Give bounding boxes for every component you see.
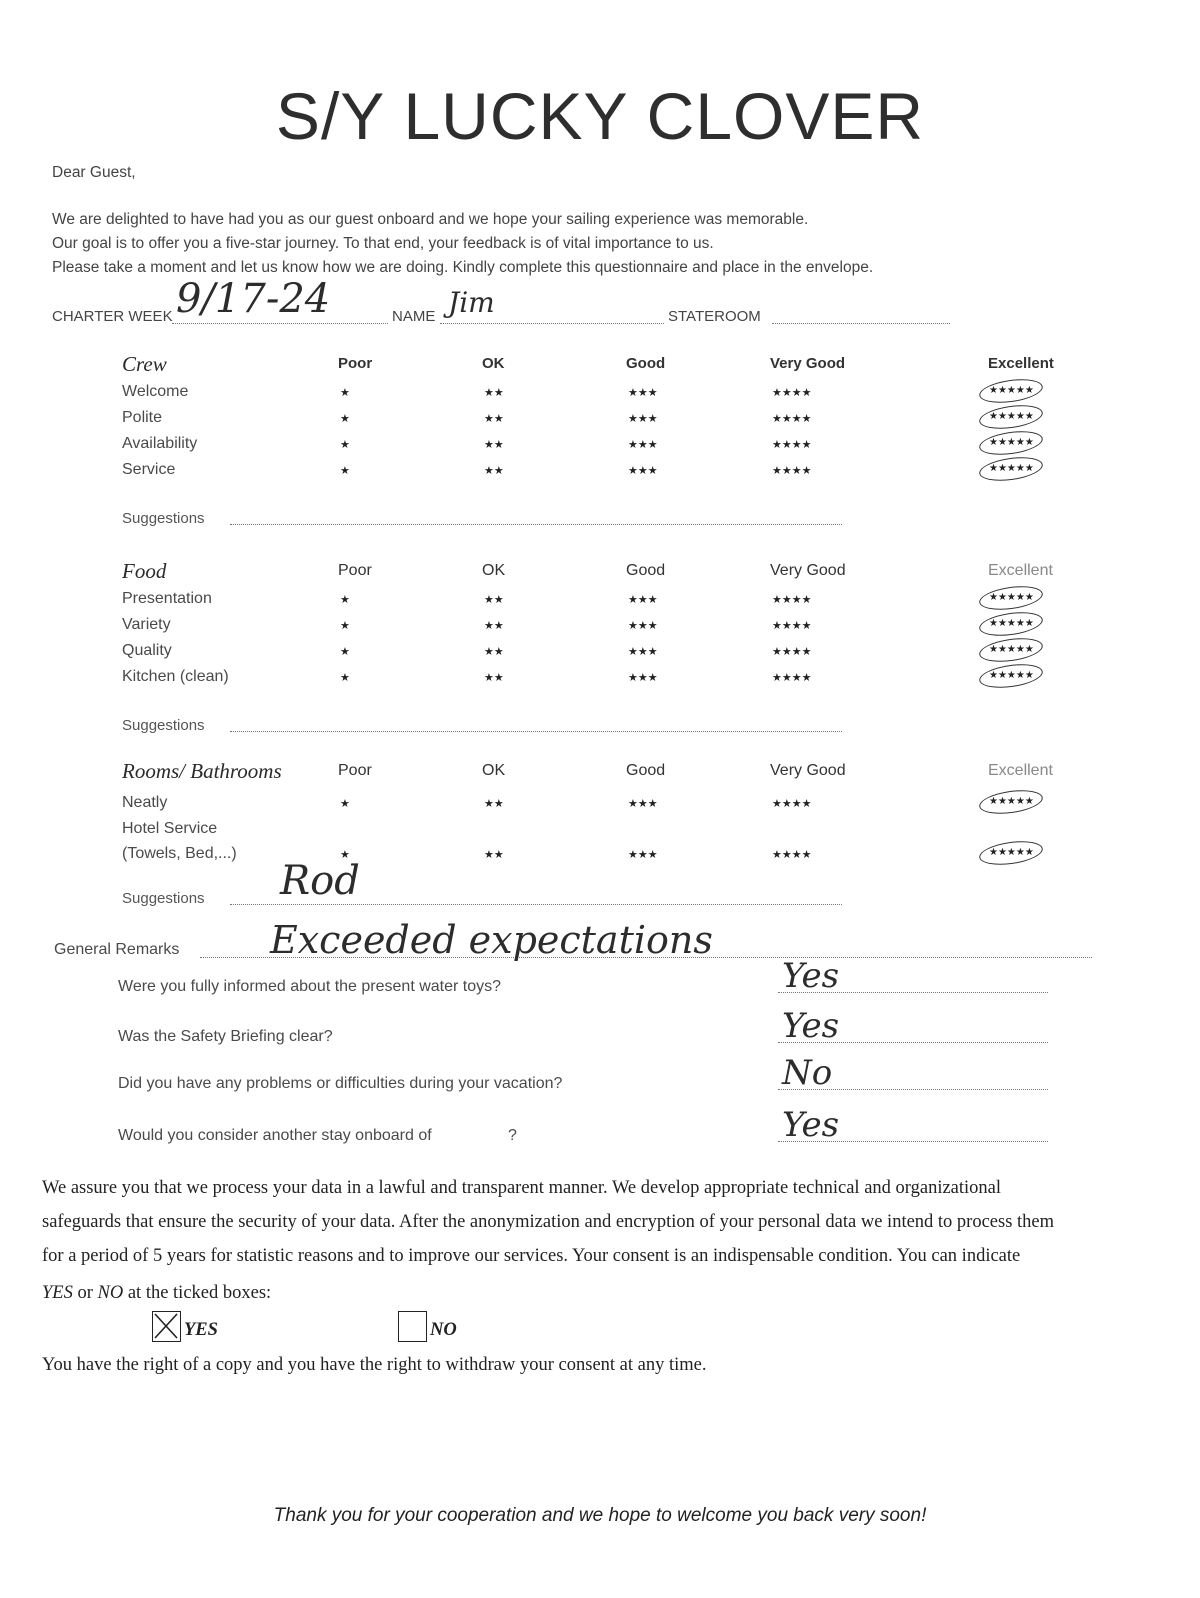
selection-circle-icon	[978, 635, 1044, 666]
section-1-col-poor: Poor	[338, 562, 372, 579]
selection-circle-icon	[978, 609, 1044, 640]
section-0-row-0-star-1[interactable]: ★	[340, 387, 350, 399]
section-1-item-3: Kitchen (clean)	[122, 668, 229, 685]
section-1-row-1-star-5: ★★★★★	[989, 618, 1034, 629]
section-0-row-2-star-5: ★★★★★	[989, 437, 1034, 448]
section-1-row-3-star-1[interactable]: ★	[340, 672, 350, 684]
checkmark-x-icon	[153, 1312, 179, 1340]
answer-field-1[interactable]: Yes	[782, 956, 840, 996]
section-2-item-2: (Towels, Bed,...)	[122, 845, 237, 862]
selection-circle-icon	[978, 838, 1044, 869]
section-1-row-1-star-4[interactable]: ★★★★	[772, 620, 812, 632]
section-0-row-3-star-1[interactable]: ★	[340, 465, 350, 477]
section-0-row-2-star-2[interactable]: ★★	[484, 439, 504, 451]
section-1-item-2: Quality	[122, 642, 172, 659]
section-0-row-0-star-4[interactable]: ★★★★	[772, 387, 812, 399]
section-1-row-2-star-2[interactable]: ★★	[484, 646, 504, 658]
section-0-row-1-star-5: ★★★★★	[989, 411, 1034, 422]
section-2-row-0-star-5: ★★★★★	[989, 796, 1034, 807]
section-2-heading: Rooms/ Bathrooms	[122, 759, 282, 783]
privacy-line-2: safeguards that ensure the security of your data. After the anonymization and encryption of your personal data we intend to process them	[42, 1212, 1055, 1232]
selection-circle-icon	[978, 376, 1044, 407]
section-1-row-3-star-4[interactable]: ★★★★	[772, 672, 812, 684]
section-0-row-2-star-3[interactable]: ★★★	[628, 439, 658, 451]
section-2-col-ok: OK	[482, 762, 506, 779]
section-0-row-1-star-2[interactable]: ★★	[484, 413, 504, 425]
section-2-suggestions-line	[230, 904, 842, 905]
section-1-row-1-star-1[interactable]: ★	[340, 620, 350, 632]
consent-yes-checkbox[interactable]	[152, 1311, 181, 1342]
section-1-row-0-star-1[interactable]: ★	[340, 594, 350, 606]
section-0-row-1-star-3[interactable]: ★★★	[628, 413, 658, 425]
section-1-item-1: Variety	[122, 616, 171, 633]
section-0-col-poor: Poor	[338, 355, 373, 372]
intro-line-2: Our goal is to offer you a five-star journey. To that end, your feedback is of vital importance to us.	[52, 235, 714, 252]
answer-field-3[interactable]: No	[782, 1053, 833, 1093]
section-1-row-3-rating-5[interactable]	[975, 664, 1047, 690]
section-0-col-very-good: Very Good	[770, 355, 846, 372]
section-0-row-0-star-2[interactable]: ★★	[484, 387, 504, 399]
section-2-row-0-star-2[interactable]: ★★	[484, 798, 504, 810]
privacy-rights: You have the right of a copy and you have the right to withdraw your consent at any time.	[42, 1355, 707, 1375]
section-1-suggestions-line	[230, 731, 842, 732]
section-0-item-1: Polite	[122, 409, 163, 426]
section-2-suggestions-field[interactable]: Rod	[280, 858, 360, 904]
section-2-row-2-star-3[interactable]: ★★★	[628, 849, 658, 861]
general-remarks-label: General Remarks	[54, 941, 180, 958]
footer-thanks: Thank you for your cooperation and we hope to welcome you back very soon!	[273, 1505, 927, 1526]
section-0-suggestions-line	[230, 524, 842, 525]
section-0-row-1-star-1[interactable]: ★	[340, 413, 350, 425]
section-2-col-poor: Poor	[338, 762, 372, 779]
section-2-row-2-rating-5[interactable]	[975, 841, 1047, 867]
section-0-row-3-rating-5[interactable]	[975, 457, 1047, 483]
consent-yes-label: YES	[184, 1320, 218, 1340]
section-0-row-0-star-3[interactable]: ★★★	[628, 387, 658, 399]
greeting: Dear Guest,	[52, 164, 136, 181]
section-1-row-3-star-5: ★★★★★	[989, 670, 1034, 681]
section-2-row-0-star-1[interactable]: ★	[340, 798, 350, 810]
section-1-row-2-star-5: ★★★★★	[989, 644, 1034, 655]
section-2-col-very-good: Very Good	[770, 762, 846, 779]
section-0-item-3: Service	[122, 461, 176, 478]
section-2-item-1: Hotel Service	[122, 820, 218, 837]
section-0-row-2-star-1[interactable]: ★	[340, 439, 350, 451]
charter-week-field[interactable]: 9/17-24	[176, 276, 331, 322]
selection-circle-icon	[978, 583, 1044, 614]
selection-circle-icon	[978, 402, 1044, 433]
section-1-row-2-rating-5[interactable]	[975, 638, 1047, 664]
question-3: Did you have any problems or difficulties during your vacation?	[118, 1075, 563, 1092]
section-0-col-excellent: Excellent	[988, 355, 1054, 372]
section-1-row-0-star-2[interactable]: ★★	[484, 594, 504, 606]
section-1-heading: Food	[122, 559, 167, 583]
section-2-row-0-star-3[interactable]: ★★★	[628, 798, 658, 810]
section-2-col-good: Good	[626, 762, 666, 779]
privacy-line-4: YES or NO at the ticked boxes:	[42, 1283, 272, 1303]
section-0-row-0-rating-5[interactable]	[975, 379, 1047, 405]
section-1-row-3-star-2[interactable]: ★★	[484, 672, 504, 684]
section-1-suggestions-label: Suggestions	[122, 717, 205, 734]
section-0-row-3-star-5: ★★★★★	[989, 463, 1034, 474]
question-4: Would you consider another stay onboard of	[118, 1127, 432, 1144]
section-2-col-excellent: Excellent	[988, 762, 1053, 779]
general-remarks-field[interactable]: Exceeded expectations	[270, 918, 713, 962]
name-field[interactable]: Jim	[448, 286, 495, 319]
answer-field-2[interactable]: Yes	[782, 1006, 840, 1046]
section-1-row-1-star-2[interactable]: ★★	[484, 620, 504, 632]
section-0-col-ok: OK	[482, 355, 505, 372]
privacy-line-1: We assure you that we process your data in a lawful and transparent manner. We develop appropriate technical and organizational	[42, 1178, 1002, 1198]
section-1-col-good: Good	[626, 562, 666, 579]
section-0-row-2-rating-5[interactable]	[975, 431, 1047, 457]
section-1-col-very-good: Very Good	[770, 562, 846, 579]
section-2-row-2-star-5: ★★★★★	[989, 847, 1034, 858]
section-1-row-2-star-4[interactable]: ★★★★	[772, 646, 812, 658]
section-2-suggestions-label: Suggestions	[122, 890, 205, 907]
form-title: S/Y LUCKY CLOVER	[275, 79, 925, 153]
section-2-row-2-star-2[interactable]: ★★	[484, 849, 504, 861]
section-0-heading: Crew	[122, 352, 167, 376]
section-0-row-0-star-5: ★★★★★	[989, 385, 1034, 396]
section-2-row-2-star-4[interactable]: ★★★★	[772, 849, 812, 861]
question-4-end: ?	[508, 1127, 517, 1144]
selection-circle-icon	[978, 428, 1044, 459]
section-1-row-0-star-5: ★★★★★	[989, 592, 1034, 603]
section-1-col-ok: OK	[482, 562, 506, 579]
section-0-item-2: Availability	[122, 435, 198, 452]
section-2-item-0: Neatly	[122, 794, 168, 811]
section-2-row-0-star-4[interactable]: ★★★★	[772, 798, 812, 810]
selection-circle-icon	[978, 787, 1044, 818]
section-1-row-0-star-4[interactable]: ★★★★	[772, 594, 812, 606]
section-0-row-3-star-4[interactable]: ★★★★	[772, 465, 812, 477]
consent-no-checkbox[interactable]	[398, 1311, 427, 1342]
section-2-row-2-star-1[interactable]: ★	[340, 849, 350, 861]
section-1-row-0-star-3[interactable]: ★★★	[628, 594, 658, 606]
intro-line-1: We are delighted to have had you as our guest onboard and we hope your sailing experience was memorable.	[52, 211, 809, 228]
privacy-line-3: for a period of 5 years for statistic reasons and to improve our services. Your consent is an indispensable condition. You can indicate	[42, 1246, 1021, 1266]
section-0-row-3-star-3[interactable]: ★★★	[628, 465, 658, 477]
section-0-suggestions-label: Suggestions	[122, 510, 205, 527]
selection-circle-icon	[978, 454, 1044, 485]
charter-week-label: CHARTER WEEK	[52, 308, 173, 325]
section-2-row-0-rating-5[interactable]	[975, 790, 1047, 816]
section-0-row-1-star-4[interactable]: ★★★★	[772, 413, 812, 425]
section-1-row-0-rating-5[interactable]	[975, 586, 1047, 612]
section-1-row-2-star-3[interactable]: ★★★	[628, 646, 658, 658]
question-2: Was the Safety Briefing clear?	[118, 1028, 333, 1045]
section-0-item-0: Welcome	[122, 383, 189, 400]
name-label: NAME	[392, 308, 436, 325]
section-1-row-3-star-3[interactable]: ★★★	[628, 672, 658, 684]
selection-circle-icon	[978, 661, 1044, 692]
section-0-row-2-star-4[interactable]: ★★★★	[772, 439, 812, 451]
answer-field-4[interactable]: Yes	[782, 1105, 840, 1145]
section-1-col-excellent: Excellent	[988, 562, 1053, 579]
stateroom-label: STATEROOM	[668, 308, 761, 325]
section-1-row-1-rating-5[interactable]	[975, 612, 1047, 638]
section-0-row-3-star-2[interactable]: ★★	[484, 465, 504, 477]
section-0-col-good: Good	[626, 355, 666, 372]
intro-line-3: Please take a moment and let us know how we are doing. Kindly complete this questionnaire and place in the envelope.	[52, 259, 874, 276]
section-1-row-2-star-1[interactable]: ★	[340, 646, 350, 658]
section-0-row-1-rating-5[interactable]	[975, 405, 1047, 431]
section-1-item-0: Presentation	[122, 590, 212, 607]
section-1-row-1-star-3[interactable]: ★★★	[628, 620, 658, 632]
consent-no-label: NO	[430, 1320, 457, 1340]
question-1: Were you fully informed about the present water toys?	[118, 978, 502, 995]
